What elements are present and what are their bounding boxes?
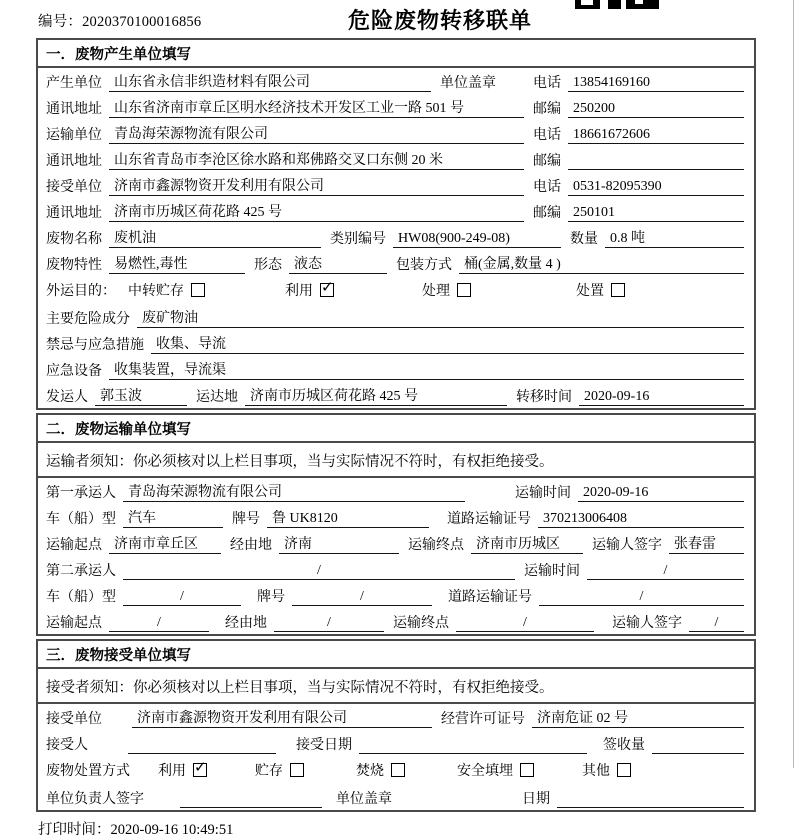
transporter-phone-label: 电话 — [533, 128, 561, 143]
receiver-unit-row — [38, 172, 754, 198]
transfer-purpose-row — [38, 276, 754, 304]
producer-address-value: 山东省济南市章丘区明水经济技术开发区工业一路 501 号 — [109, 97, 524, 118]
permit-number-value: 济南危证 02 号 — [532, 707, 744, 728]
packing-method-label: 包装方式 — [396, 258, 452, 273]
taboo-measures-row — [38, 330, 754, 356]
destination-value: 济南市历城区荷花路 425 号 — [245, 385, 507, 406]
producer-unit-row — [38, 68, 754, 94]
producer-address-label: 通讯地址 — [46, 102, 102, 117]
print-time-label: 打印时间： — [38, 822, 111, 838]
permit-number-label: 经营许可证号 — [441, 712, 525, 727]
taboo-measures-label: 禁忌与应急措施 — [46, 338, 144, 353]
receiver-notice: 接受者须知：你必须核对以上栏目事项，当与实际情况不符时，有权拒绝接受。 — [38, 669, 754, 704]
sign-date-label: 日期 — [522, 792, 550, 807]
sign-date-value — [557, 807, 744, 808]
transfer-time-value: 2020-09-16 — [579, 389, 744, 406]
receiver-unit-label: 接受单位 — [46, 180, 102, 195]
vehicle-type-value: 汽车 — [123, 507, 223, 528]
packing-method-value: 桶(金属,数量 4 ) — [459, 253, 744, 274]
route-row — [38, 530, 754, 556]
vehicle-type-row — [38, 504, 754, 530]
vehicle-type2-value: / — [123, 589, 241, 606]
print-time-value: 2020-09-16 10:49:51 — [110, 822, 234, 838]
checkbox-icon — [191, 283, 205, 297]
checkbox-checked-icon — [193, 763, 207, 777]
waste-quantity-value: 0.8 吨 — [605, 227, 744, 248]
transporter-address-label: 通讯地址 — [46, 154, 102, 169]
disposal-option-landfill — [457, 760, 534, 780]
option-label: 利用 — [158, 764, 186, 779]
receiver-unit-value: 济南市鑫源物资开发利用有限公司 — [109, 175, 524, 196]
receiver-zip-label: 邮编 — [533, 206, 561, 221]
option-label: 处置 — [576, 284, 604, 299]
option-label: 贮存 — [255, 764, 283, 779]
document-number-value: 2020370100016856 — [82, 14, 202, 30]
section-producer — [36, 38, 756, 410]
road-license-label: 道路运输证号 — [447, 512, 531, 527]
transporter-address-value: 山东省青岛市李沧区徐水路和郑佛路交叉口东侧 20 米 — [109, 149, 524, 170]
road-license-value: 370213006408 — [538, 511, 744, 528]
waste-quantity-label: 数量 — [570, 232, 598, 247]
plate-number2-value: / — [292, 589, 432, 606]
destination-label: 运达地 — [196, 390, 238, 405]
waste-name-row — [38, 224, 754, 250]
waste-traits-row — [38, 250, 754, 276]
emergency-equipment-label: 应急设备 — [46, 364, 102, 379]
route2-end-label: 运输终点 — [393, 616, 449, 631]
received-amount-value — [652, 753, 744, 754]
disposal-option-storage — [255, 760, 304, 780]
shipper-label: 发运人 — [46, 390, 88, 405]
route-start-value: 济南市章丘区 — [109, 533, 221, 554]
accepting-unit-value: 济南市鑫源物资开发利用有限公司 — [132, 707, 432, 728]
second-carrier-row — [38, 556, 754, 582]
section-producer-title: 一．废物产生单位填写 — [38, 40, 754, 68]
carrier-signature-label: 运输人签字 — [592, 538, 662, 553]
accepting-person-value — [128, 753, 276, 754]
option-label: 安全填埋 — [457, 764, 513, 779]
waste-name-label: 废物名称 — [46, 232, 102, 247]
option-label: 中转贮存 — [128, 284, 184, 299]
route-end-label: 运输终点 — [408, 538, 464, 553]
road-license2-value: / — [539, 589, 744, 606]
waste-form-label: 形态 — [254, 258, 282, 273]
document-number — [38, 10, 201, 31]
transfer-purpose-label: 外运目的： — [46, 284, 116, 299]
plate-number-label: 牌号 — [232, 512, 260, 527]
hazard-component-value: 废矿物油 — [137, 307, 744, 328]
route-end-value: 济南市历城区 — [471, 533, 583, 554]
qr-code-fragment-icon — [575, 0, 661, 10]
waste-name-value: 废机油 — [109, 227, 321, 248]
accepting-unit-label: 接受单位 — [46, 712, 102, 727]
first-carrier-row — [38, 478, 754, 504]
transporter-phone-value: 18661672606 — [568, 127, 744, 144]
producer-phone-value: 13854169160 — [568, 75, 744, 92]
disposal-option-incinerate — [356, 760, 405, 780]
section-transporter-title: 二．废物运输单位填写 — [38, 415, 754, 443]
receiver-phone-value: 0531-82095390 — [568, 179, 744, 196]
disposal-method-label: 废物处置方式 — [46, 764, 130, 779]
route2-via-value: / — [274, 615, 384, 632]
purpose-option-treat — [422, 280, 471, 300]
producer-zip-value: 250200 — [568, 101, 744, 118]
route2-end-value: / — [456, 615, 594, 632]
received-amount-label: 签收量 — [603, 738, 645, 753]
transport-time2-label: 运输时间 — [524, 564, 580, 579]
accepting-person-label: 接受人 — [46, 738, 88, 753]
route2-row — [38, 608, 754, 634]
route-via-value: 济南 — [279, 533, 399, 554]
vehicle-type2-row — [38, 582, 754, 608]
section-transporter — [36, 413, 756, 636]
carrier-signature-value: 张春雷 — [669, 533, 744, 554]
shipper-value: 郭玉波 — [95, 385, 187, 406]
road-license2-label: 道路运输证号 — [448, 590, 532, 605]
vehicle-type-label: 车（船）型 — [46, 512, 116, 527]
print-time — [38, 818, 796, 839]
disposal-method-row — [38, 756, 754, 784]
transport-time-label: 运输时间 — [515, 486, 571, 501]
document-header — [0, 0, 796, 38]
page-title: 危险废物转移联单 — [347, 9, 533, 34]
checkbox-icon — [520, 763, 534, 777]
route2-via-label: 经由地 — [225, 616, 267, 631]
emergency-equipment-row — [38, 356, 754, 382]
emergency-equipment-value: 收集装置，导流渠 — [109, 359, 744, 380]
unit-seal2-label: 单位盖章 — [336, 792, 392, 807]
responsible-signature-row — [38, 784, 754, 810]
vehicle-type2-label: 车（船）型 — [46, 590, 116, 605]
waste-traits-label: 废物特性 — [46, 258, 102, 273]
route-via-label: 经由地 — [230, 538, 272, 553]
document-number-label: 编号： — [38, 14, 83, 30]
responsible-signature-value — [180, 807, 322, 808]
receiver-phone-label: 电话 — [533, 180, 561, 195]
transporter-zip-label: 邮编 — [533, 154, 561, 169]
plate-number2-label: 牌号 — [257, 590, 285, 605]
option-label: 其他 — [582, 764, 610, 779]
producer-unit-label: 产生单位 — [46, 76, 102, 91]
checkbox-icon — [457, 283, 471, 297]
second-carrier-label: 第二承运人 — [46, 564, 116, 579]
page-edge-divider — [793, 0, 794, 768]
transfer-time-label: 转移时间 — [516, 390, 572, 405]
producer-address-row — [38, 94, 754, 120]
plate-number-value: 鲁 UK8120 — [267, 507, 429, 528]
purpose-option-dispose — [576, 280, 625, 300]
checkbox-icon — [391, 763, 405, 777]
transporter-unit-label: 运输单位 — [46, 128, 102, 143]
shipper-row — [38, 382, 754, 408]
hazard-component-label: 主要危险成分 — [46, 312, 130, 327]
responsible-signature-label: 单位负责人签字 — [46, 792, 144, 807]
hazard-component-row — [38, 304, 754, 330]
first-carrier-label: 第一承运人 — [46, 486, 116, 501]
manifest-form — [36, 38, 756, 812]
transporter-unit-row — [38, 120, 754, 146]
accepting-unit-row — [38, 704, 754, 730]
transporter-notice: 运输者须知：你必须核对以上栏目事项，当与实际情况不符时，有权拒绝接受。 — [38, 443, 754, 478]
purpose-option-utilize — [285, 280, 334, 300]
transporter-address-row — [38, 146, 754, 172]
receiver-address-row — [38, 198, 754, 224]
second-carrier-value: / — [123, 563, 515, 580]
transporter-unit-value: 青岛海荣源物流有限公司 — [109, 123, 524, 144]
purpose-option-transit-storage — [128, 280, 205, 300]
producer-phone-label: 电话 — [533, 76, 561, 91]
option-label: 处理 — [422, 284, 450, 299]
checkbox-icon — [611, 283, 625, 297]
first-carrier-value: 青岛海荣源物流有限公司 — [123, 481, 465, 502]
disposal-option-utilize — [158, 760, 207, 780]
disposal-option-other — [582, 760, 631, 780]
receiver-address-value: 济南市历城区荷花路 425 号 — [109, 201, 524, 222]
waste-form-value: 液态 — [289, 253, 387, 274]
transport-time-value: 2020-09-16 — [578, 485, 744, 502]
producer-unit-value: 山东省永信非织造材料有限公司 — [109, 71, 431, 92]
taboo-measures-value: 收集、导流 — [151, 333, 744, 354]
route2-start-value: / — [109, 615, 209, 632]
transport-time2-value: / — [587, 563, 744, 580]
accepting-person-row — [38, 730, 754, 756]
option-label: 利用 — [285, 284, 313, 299]
receiver-zip-value: 250101 — [568, 205, 744, 222]
option-label: 焚烧 — [356, 764, 384, 779]
waste-category-value: HW08(900-249-08) — [393, 231, 561, 248]
route-start-label: 运输起点 — [46, 538, 102, 553]
checkbox-icon — [290, 763, 304, 777]
section-receiver — [36, 639, 756, 812]
receiver-address-label: 通讯地址 — [46, 206, 102, 221]
checkbox-checked-icon — [320, 283, 334, 297]
accept-date-value — [359, 753, 587, 754]
checkbox-icon — [617, 763, 631, 777]
carrier2-signature-label: 运输人签字 — [612, 616, 682, 631]
waste-category-label: 类别编号 — [330, 232, 386, 247]
carrier2-signature-value: / — [689, 615, 744, 632]
unit-seal-label: 单位盖章 — [440, 76, 496, 91]
transporter-zip-value — [568, 169, 744, 170]
producer-zip-label: 邮编 — [533, 102, 561, 117]
accept-date-label: 接受日期 — [296, 738, 352, 753]
section-receiver-title: 三．废物接受单位填写 — [38, 641, 754, 669]
route2-start-label: 运输起点 — [46, 616, 102, 631]
waste-traits-value: 易燃性,毒性 — [109, 253, 245, 274]
